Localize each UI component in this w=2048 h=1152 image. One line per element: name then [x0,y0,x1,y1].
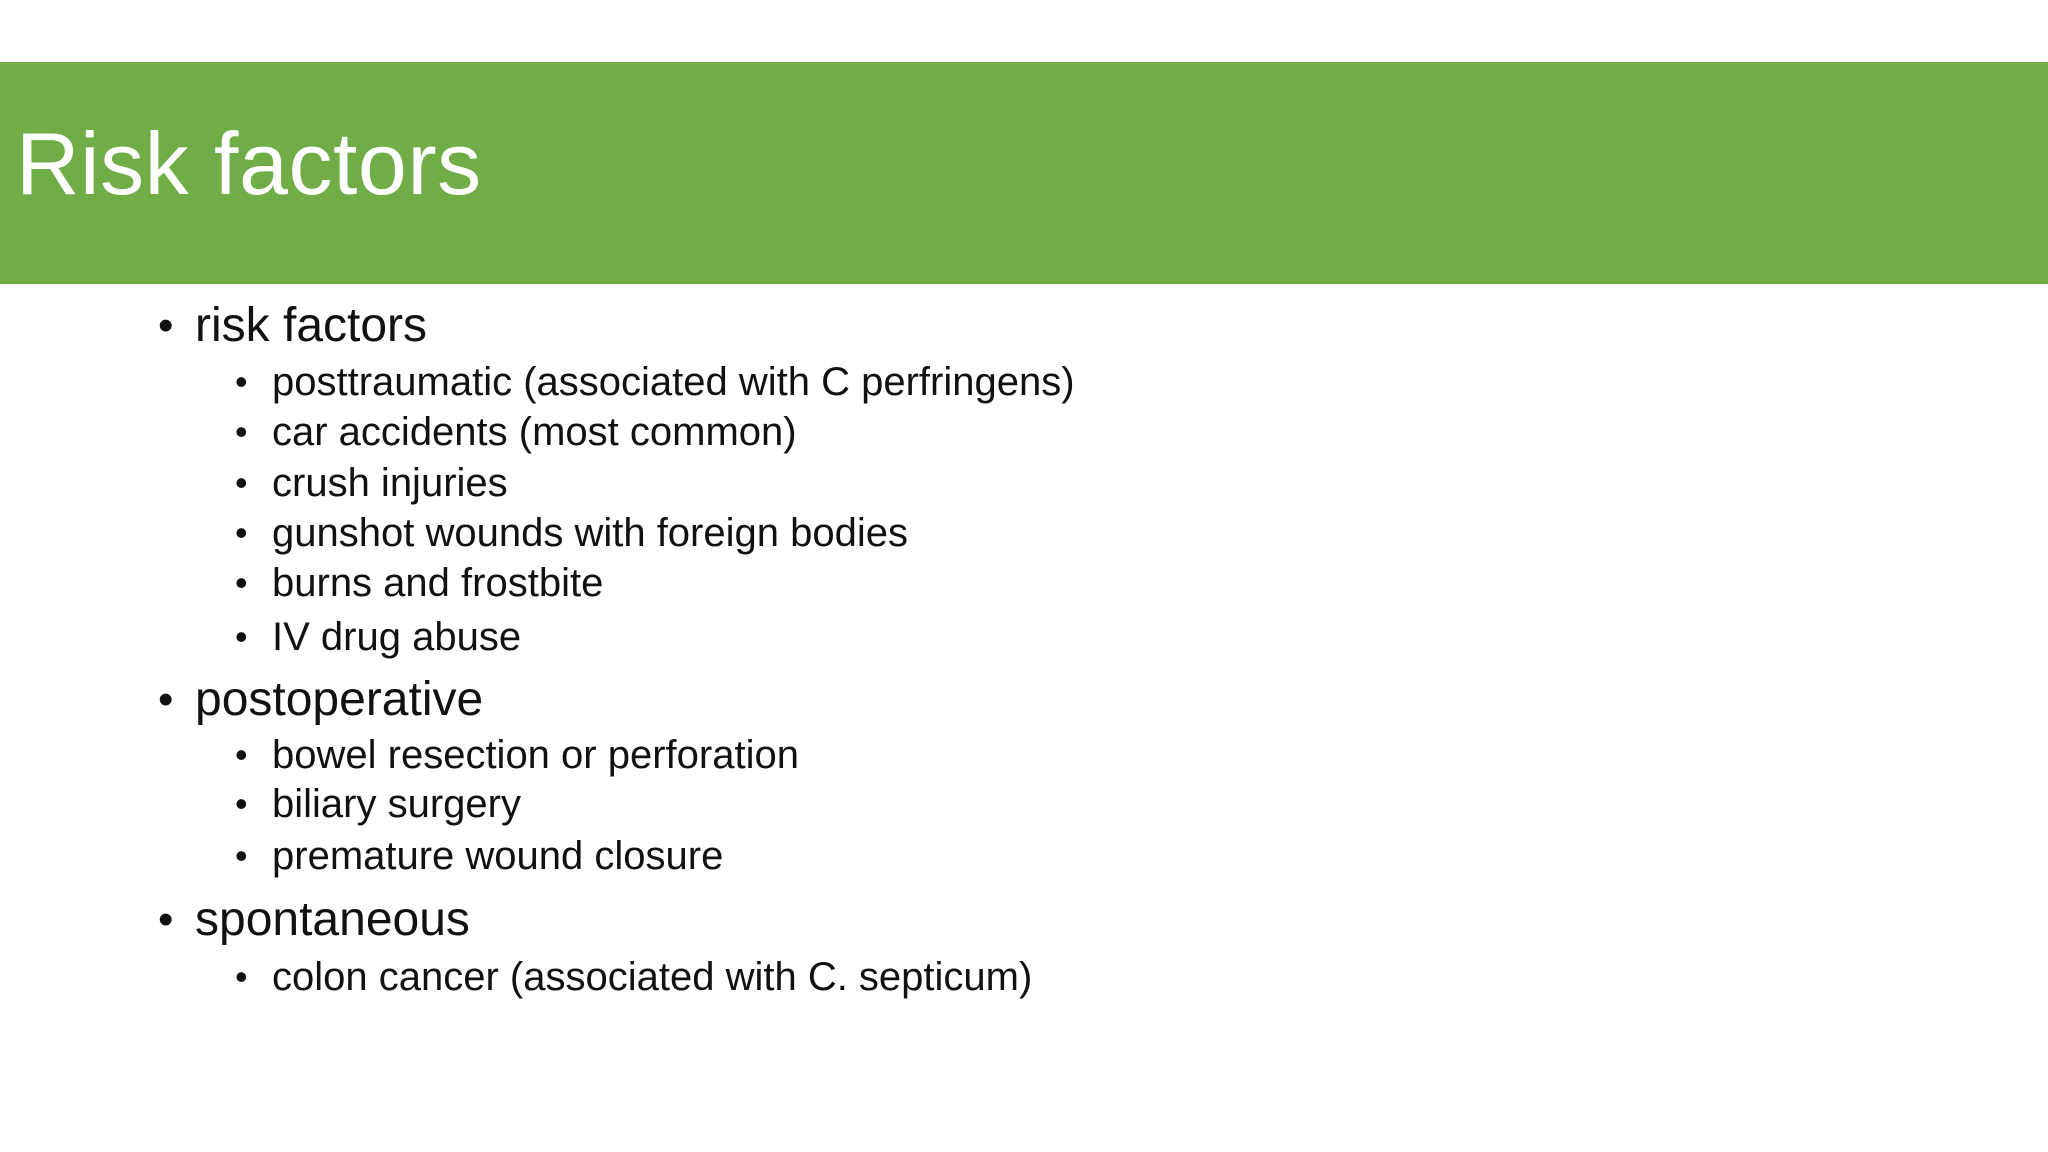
bullet-icon: • [235,616,248,657]
bullet-text: risk factors [195,299,428,352]
bullet-icon: • [235,462,248,503]
bullet-icon: • [235,783,248,824]
bullet-item-spontaneous [158,892,470,948]
sub-bullet-text: crush injuries [272,461,508,505]
bullet-icon: • [235,835,248,876]
sub-bullet-text: burns and frostbite [272,561,604,605]
sub-bullet-text: premature wound closure [272,834,724,878]
bullet-icon: • [235,361,248,402]
sub-bullet-item [235,953,1032,1001]
bullet-icon: • [235,956,248,997]
slide-title: Risk factors [16,114,482,213]
sub-bullet-text: posttraumatic (associated with C perfringens) [272,360,1075,404]
sub-bullet-item [235,408,797,456]
sub-bullet-item [235,613,521,661]
sub-bullet-item [235,832,723,880]
sub-bullet-item [235,358,1075,406]
sub-bullet-item [235,731,799,779]
sub-bullet-text: colon cancer (associated with C. septicum) [272,955,1033,999]
bullet-icon: • [235,411,248,452]
bullet-icon: • [158,675,174,724]
bullet-icon: • [235,734,248,775]
sub-bullet-text: IV drug abuse [272,615,522,659]
bullet-icon: • [158,301,174,350]
sub-bullet-item [235,559,603,607]
sub-bullet-item [235,780,521,828]
sub-bullet-text: biliary surgery [272,782,521,826]
bullet-item-postoperative [158,672,483,728]
bullet-icon: • [235,512,248,553]
sub-bullet-item [235,459,508,507]
bullet-text: spontaneous [195,893,470,946]
sub-bullet-text: gunshot wounds with foreign bodies [272,511,908,555]
bullet-icon: • [158,895,174,944]
bullet-item-risk-factors [158,298,427,354]
sub-bullet-item [235,509,908,557]
bullet-icon: • [235,562,248,603]
bullet-text: postoperative [195,673,484,726]
sub-bullet-text: car accidents (most common) [272,410,797,454]
sub-bullet-text: bowel resection or perforation [272,733,799,777]
